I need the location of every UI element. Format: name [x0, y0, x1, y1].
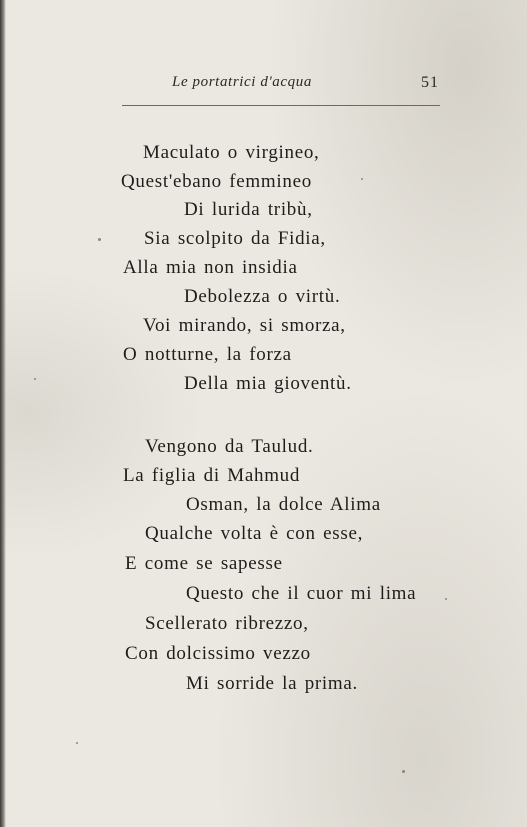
verse-line: Questo che il cuor mi lima — [186, 583, 417, 604]
verse-line: Scellerato ribrezzo, — [145, 613, 309, 634]
verse-line: Voi mirando, si smorza, — [143, 315, 346, 336]
verse-line: Mi sorride la prima. — [186, 673, 358, 694]
verse-line: Di lurida tribù, — [184, 199, 313, 220]
verse-line: Con dolcissimo vezzo — [125, 643, 311, 664]
verse-line: Osman, la dolce Alima — [186, 494, 381, 515]
page-number: 51 — [421, 74, 439, 91]
paper-speck — [361, 178, 363, 180]
paper-speck — [76, 742, 78, 744]
verse-line: Sia scolpito da Fidia, — [144, 228, 326, 249]
verse-line: Qualche volta è con esse, — [145, 523, 364, 544]
verse-line: E come se sapesse — [125, 553, 283, 574]
verse-line: Alla mia non insidia — [123, 257, 298, 278]
paper-speck — [402, 770, 405, 773]
verse-line: La figlia di Mahmud — [123, 465, 301, 486]
verse-line: Della mia gioventù. — [184, 373, 352, 394]
verse-line: Debolezza o virtù. — [184, 286, 341, 307]
paper-speck — [98, 238, 101, 241]
verse-line: O notturne, la forza — [123, 344, 292, 365]
verse-line: Quest'ebano femmineo — [121, 171, 312, 192]
paper-speck — [445, 598, 447, 600]
paper-speck — [34, 378, 36, 380]
verse-line: Vengono da Taulud. — [145, 436, 314, 457]
verse-line: Maculato o virgineo, — [143, 142, 320, 163]
running-title: Le portatrici d'acqua — [172, 74, 312, 90]
